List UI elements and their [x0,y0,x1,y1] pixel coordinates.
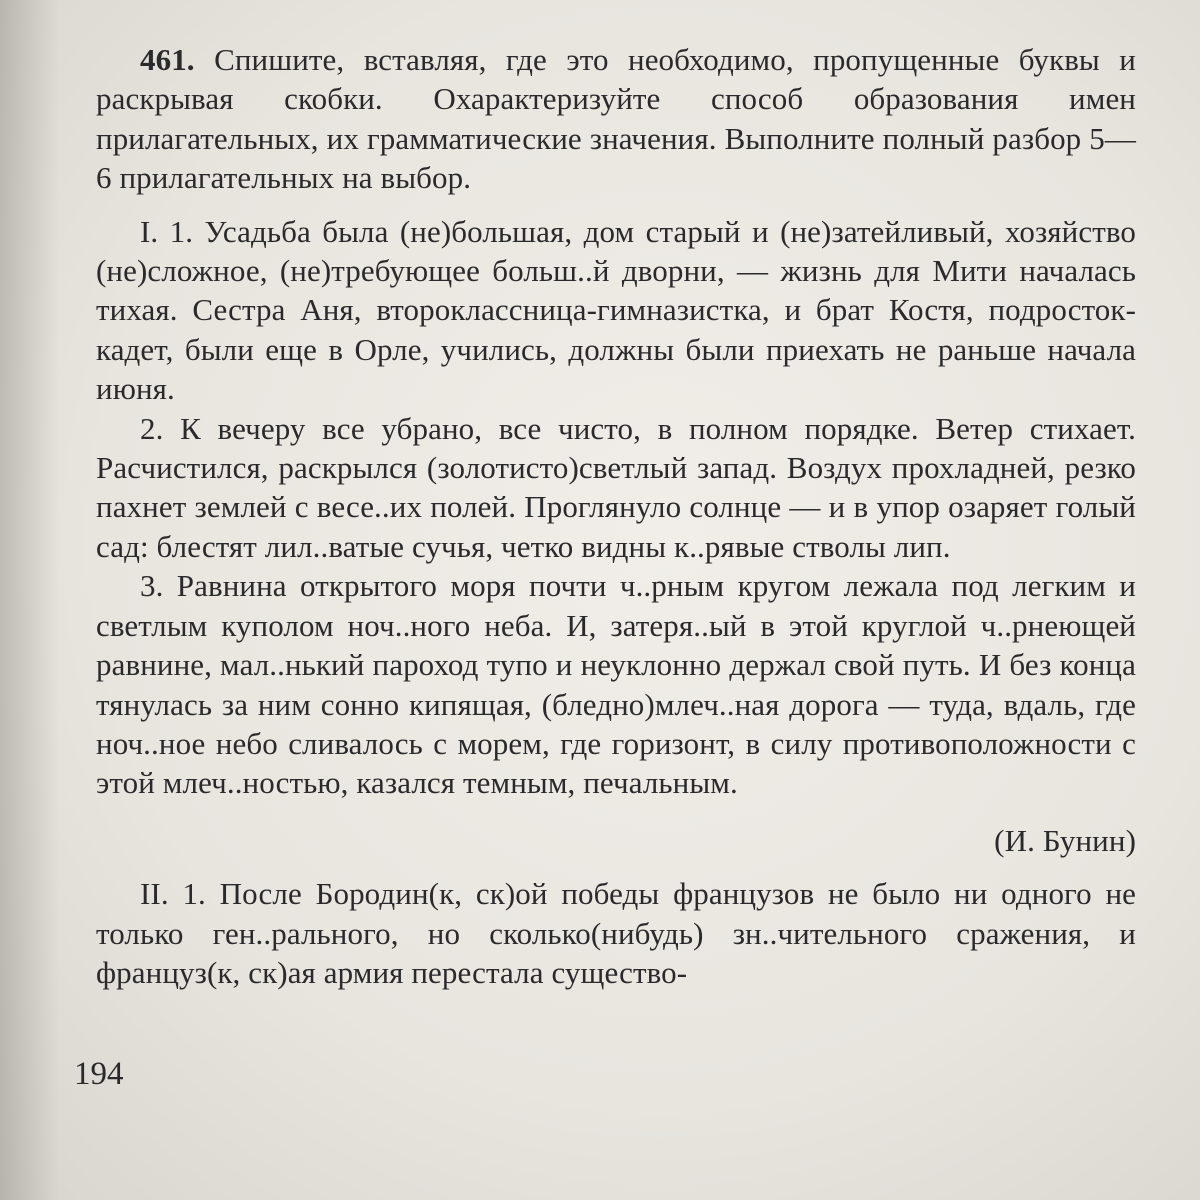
page-gutter-shadow [0,0,60,1200]
author-attribution: (И. Бунин) [994,822,1136,858]
task-instruction [96,40,1136,198]
section1-paragraph-1: I. 1. Усадьба была (не)большая, дом старый и (не)затейливый, хозяйство (не)сложное, (не)требующее больш..й дворни, — жизнь для Мити началась тихая. Сестра Аня, второклассница-гимназистка, и брат Костя, подросток-кадет, были еще в Орле, учились, должны были приехать не раньше начала июня. [96,213,1136,407]
section1-paragraph-3: 3. Равнина открытого моря почти ч..рным кругом лежала под легким и светлым куполом ноч..ного неба. И, затеря..ый в этой круглой ч..рнеющей равнине, мал..нький пароход тупо и неуклонно держал свой путь. И без конца тянулась за ним сонно кипящая, (бледно)млеч..ная дорога — туда, вдаль, где ноч..ное небо сливалось с морем, где горизонт, в силу противоположности с этой млеч..ностью, казался темным, печальным. [96,568,1136,801]
page-number: 194 [74,1056,124,1092]
page-text [96,40,1136,992]
task-text: Спишите, вставляя, где это необходимо, пропущенные буквы и раскрывая скобки. Охарактеризуйте способ образования имен прилагательных, их грамматические значения. Выполните полный разбор 5—6 прилагательных на выбор. [96,42,1136,196]
section2-paragraph-1: II. 1. После Бородин(к, ск)ой победы французов не было ни одного не только ген..рального, но сколько(нибудь) зн..чительного сражения, и француз(к, ск)ая армия перестала существо- [96,876,1136,990]
section1-paragraph-2: 2. К вечеру все убрано, все чисто, в полном порядке. Ветер стихает. Расчистился, раскрылся (золотисто)светлый запад. Воздух прохладней, резко пахнет землей с весе..их полей. Проглянуло солнце — и в упор озаряет голый сад: блестят лил..ватые сучья, четко видны к..рявые стволы лип. [96,410,1136,564]
task-number: 461. [140,42,195,77]
